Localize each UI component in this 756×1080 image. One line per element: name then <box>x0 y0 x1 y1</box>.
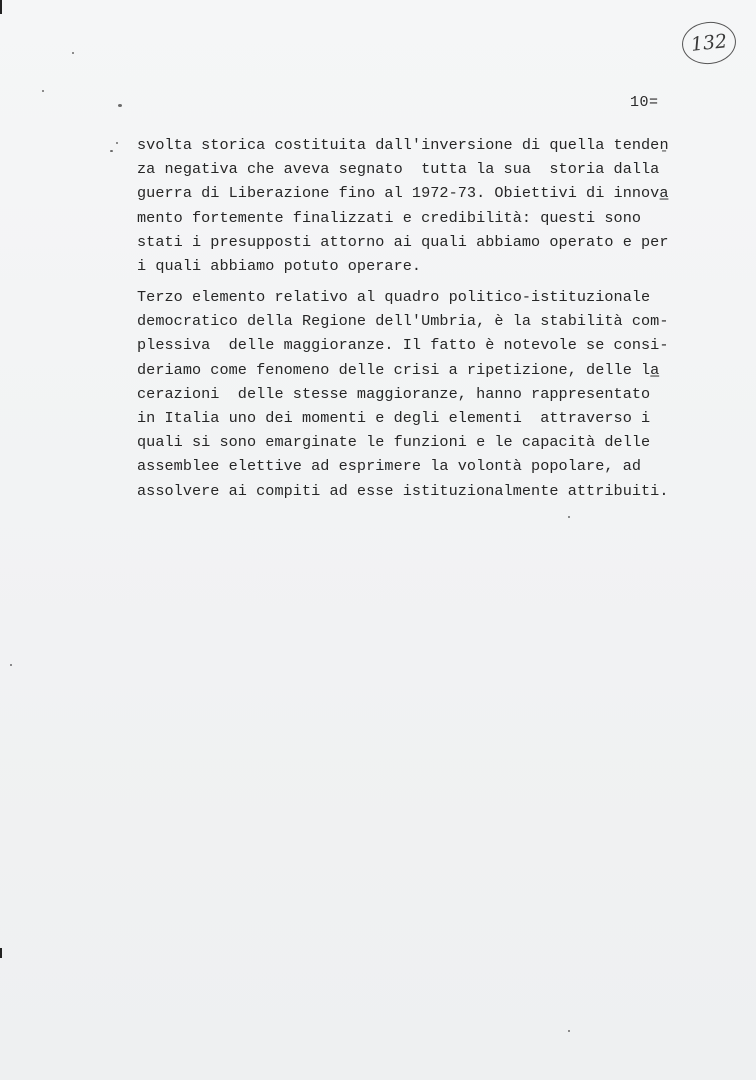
scan-speck <box>110 150 113 152</box>
scan-edge-mark <box>0 0 2 14</box>
scan-speck <box>116 142 118 144</box>
text-line: Terzo elemento relativo al quadro politico-istituzionale <box>137 288 651 306</box>
text-line: in Italia uno dei momenti e degli elementi attraverso i <box>137 409 651 428</box>
page-number: 10= <box>630 94 659 111</box>
text-line: assemblee elettive ad esprimere la volontà popolare, ad <box>137 457 642 476</box>
text-line: stati i presupposti attorno ai quali abbiamo operato e per <box>137 232 669 251</box>
scan-speck <box>10 664 12 666</box>
scan-speck <box>118 104 122 107</box>
scan-edge-mark <box>0 948 2 958</box>
scan-speck <box>568 516 570 518</box>
text-line: democratico della Regione dell'Umbria, è la stabilità com- <box>137 312 669 331</box>
paragraph-2 <box>137 285 697 503</box>
scan-speck <box>568 1030 570 1032</box>
text-line: plessiva delle maggioranze. Il fatto è notevole se consi- <box>137 336 669 355</box>
text-line: za negativa che aveva segnato tutta la sua storia dalla <box>137 160 660 179</box>
paragraph-1 <box>137 133 697 278</box>
text-line: svolta storica costituita dall'inversione di quella tendeṉ <box>137 136 669 154</box>
text-line: guerra di Liberazione fino al 1972-73. Obiettivi di innova̲ <box>137 184 669 203</box>
scan-speck <box>42 90 44 92</box>
archive-number-stamp <box>680 19 738 66</box>
text-line: i quali abbiamo potuto operare. <box>137 257 422 276</box>
scan-speck <box>72 52 74 54</box>
text-line: cerazioni delle stesse maggioranze, hanno rappresentato <box>137 384 651 403</box>
text-line: mento fortemente finalizzati e credibilità: questi sono <box>137 208 642 227</box>
stamp-number: 132 <box>689 30 729 56</box>
text-line: deriamo come fenomeno delle crisi a ripetizione, delle la̲ <box>137 360 660 379</box>
text-line: assolvere ai compiti ad esse istituzionalmente attribuiti. <box>137 481 669 500</box>
text-line: quali si sono emarginate le funzioni e le capacità delle <box>137 433 651 452</box>
